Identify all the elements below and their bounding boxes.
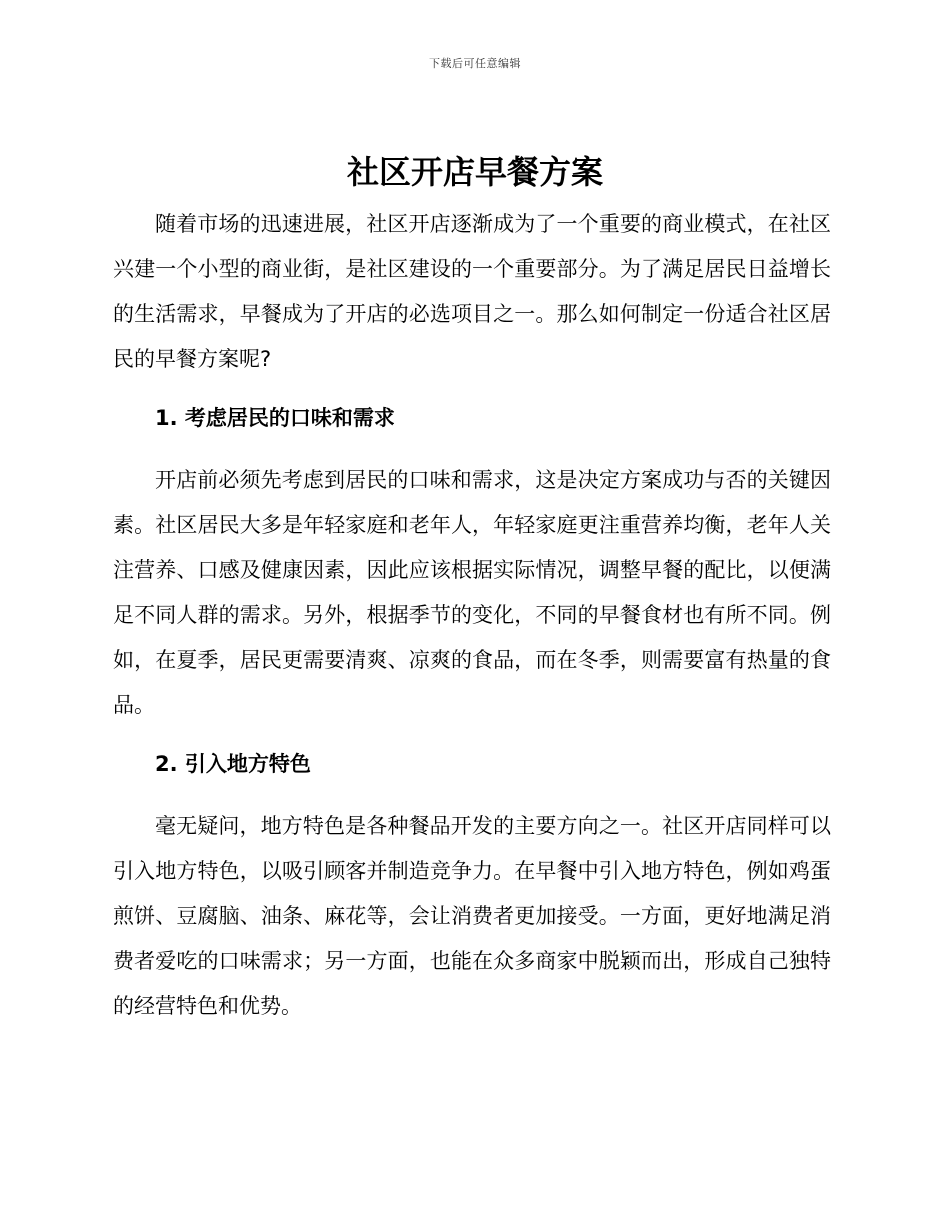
document-body	[113, 202, 831, 1029]
spacer	[113, 441, 831, 458]
intro-paragraph: 随着市场的迅速进展，社区开店逐渐成为了一个重要的商业模式，在社区兴建一个小型的商业街，是社区建设的一个重要部分。为了满足居民日益增长的生活需求，早餐成为了开店的必选项目之一。那么如何制定一份适合社区居民的早餐方案呢?	[113, 212, 831, 371]
section-body-2: 毫无疑问，地方特色是各种餐品开发的主要方向之一。社区开店同样可以引入地方特色，以吸引顾客并制造竞争力。在早餐中引入地方特色，例如鸡蛋煎饼、豆腐脑、油条、麻花等，会让消费者更加接受。一方面，更好地满足消费者爱吃的口味需求；另一方面，也能在众多商家中脱颖而出，形成自己独特的经营特色和优势。	[113, 814, 831, 1018]
spacer	[113, 787, 831, 804]
spacer	[113, 728, 831, 742]
document-title: 社区开店早餐方案	[346, 153, 603, 191]
section-heading-1: 1. 考虑居民的口味和需求	[155, 406, 395, 430]
section-heading-2: 2. 引入地方特色	[155, 752, 311, 776]
header-note: 下载后可任意编辑	[429, 57, 521, 70]
spacer	[113, 382, 831, 396]
section-body-1: 开店前必须先考虑到居民的口味和需求，这是决定方案成功与否的关键因素。社区居民大多是年轻家庭和老年人，年轻家庭更注重营养均衡，老年人关注营养、口感及健康因素，因此应该根据实际情况，调整早餐的配比，以便满足不同人群的需求。另外，根据季节的变化，不同的早餐食材也有所不同。例如，在夏季，居民更需要清爽、凉爽的食品，而在冬季，则需要富有热量的食品。	[113, 468, 831, 717]
